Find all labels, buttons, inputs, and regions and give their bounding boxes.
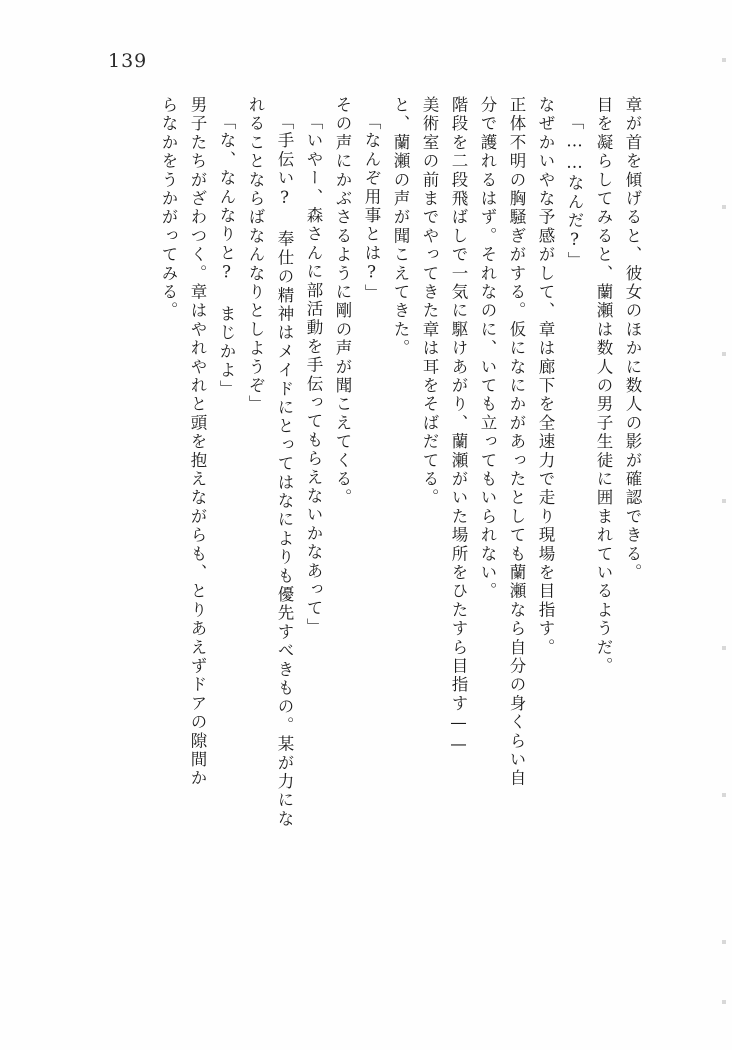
- scan-mark: [722, 58, 726, 62]
- text-column: と、蘭瀬の声が聞こえてきた。: [391, 96, 410, 358]
- text-column: 分で護れるはず。それなのに、いても立ってもいられない。: [478, 96, 497, 601]
- scan-mark: [722, 352, 726, 356]
- text-column: 男子たちがざわつく。章はやれやれと頭を抱えながらも、とりあえずドアの隙間か: [188, 96, 207, 788]
- scan-mark: [722, 793, 726, 797]
- scan-mark: [722, 205, 726, 209]
- text-column: 「な、なんなりと? まじかよ」: [217, 113, 236, 399]
- text-column: なぜかいやな予感がして、章は廊下を全速力で走り現場を目指す。: [536, 96, 555, 657]
- scan-mark: [722, 499, 726, 503]
- scan-mark: [722, 940, 726, 944]
- text-column: 目を凝らしてみると、蘭瀬は数人の男子生徒に囲まれているようだ。: [594, 96, 613, 676]
- text-column: 「手伝い? 奉仕の精神はメイドにとってはなによりも優先すべきもの。某が力にな: [275, 113, 294, 829]
- text-column: 正体不明の胸騒ぎがする。仮になにかがあったとしても蘭瀬なら自分の身くらい自: [507, 96, 526, 788]
- page-number: 139: [108, 50, 148, 72]
- text-column: 階段を二段飛ばしで一気に駆けあがり、蘭瀬がいた場所をひたすら目指す——: [449, 96, 468, 756]
- text-column: らなかをうかがってみる。: [159, 96, 178, 321]
- text-column: 「なんぞ用事とは?」: [362, 113, 381, 303]
- text-column: その声にかぶさるように剛の声が聞こえてくる。: [333, 96, 352, 508]
- text-column: 「……なんだ?」: [565, 113, 584, 271]
- text-column: れることならばなんなりとしようぞ」: [246, 96, 265, 414]
- text-column: 章が首を傾げると、彼女のほかに数人の影が確認できる。: [623, 96, 642, 583]
- text-column: 「いやー、森さんに部活動を手伝ってもらえないかなあって」: [304, 113, 323, 637]
- vertical-text-body: [96, 96, 640, 936]
- scan-mark: [722, 646, 726, 650]
- scan-mark: [722, 1000, 726, 1004]
- text-column: 美術室の前までやってきた章は耳をそばだてる。: [420, 96, 439, 508]
